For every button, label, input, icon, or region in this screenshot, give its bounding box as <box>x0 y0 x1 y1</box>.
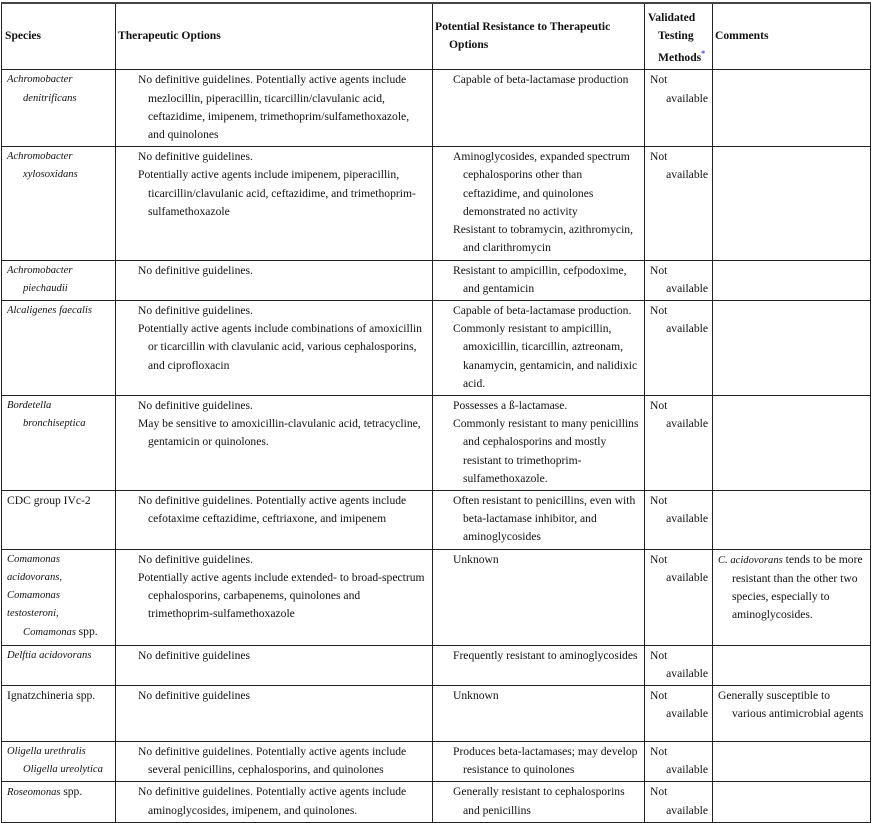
comments-cell <box>713 782 871 822</box>
validated-text-line2: available <box>666 763 708 777</box>
therapeutic-text: May be sensitive to amoxicillin-clavulanic acid, tetracycline, gentamicin or quinolones. <box>138 417 421 449</box>
resistance-text: Aminoglycosides, expanded spectrum cephalosporins other than ceftazidime, and quinolones demonstrated no activity <box>453 150 630 218</box>
resistance-text: Possesses a ß-lactamase. <box>453 398 568 412</box>
species-cell <box>2 782 116 822</box>
species-name-part: testosteroni, <box>7 608 59 620</box>
validated-methods-cell <box>645 549 713 645</box>
resistance-text: Generally resistant to cephalosporins and penicillins <box>453 785 625 817</box>
table-row <box>2 147 871 260</box>
species-suffix: spp. <box>78 625 98 639</box>
comments-cell <box>713 645 871 685</box>
validated-text-line1: Not <box>650 303 668 317</box>
therapeutic-text: No definitive guidelines. <box>138 303 253 317</box>
therapeutic-cell <box>116 685 433 741</box>
header-resistance-line2: Options <box>449 38 489 52</box>
therapeutic-cell <box>116 147 433 260</box>
species-cell <box>2 70 116 147</box>
therapeutic-cell <box>116 490 433 549</box>
table-row <box>2 685 871 741</box>
resistance-cell <box>433 741 645 781</box>
therapeutic-cell <box>116 70 433 147</box>
species-name-lines <box>7 302 111 320</box>
resistance-cell <box>433 147 645 260</box>
species-name-lines <box>7 783 111 802</box>
comments-cell <box>713 549 871 645</box>
validated-methods-cell <box>645 645 713 685</box>
validated-text-line2: available <box>666 281 708 295</box>
species-cell <box>2 645 116 685</box>
species-name-lines <box>7 647 111 665</box>
table-row <box>2 741 871 781</box>
validated-methods-cell <box>645 741 713 781</box>
species-name <box>7 148 111 184</box>
resistance-cell <box>433 490 645 549</box>
table-row <box>2 395 871 490</box>
comments-cell <box>713 70 871 147</box>
validated-methods-cell <box>645 490 713 549</box>
species-name-part: piechaudii <box>23 282 68 294</box>
therapeutic-text: No definitive guidelines. <box>138 263 253 277</box>
species-cell <box>2 147 116 260</box>
footnote-marker[interactable]: * <box>701 49 706 59</box>
validated-methods-cell <box>645 685 713 741</box>
resistance-text: Produces beta-lactamases; may develop resistance to quinolones <box>453 744 638 777</box>
species-name-part: Comamonas <box>7 553 60 565</box>
comments-cell <box>713 685 871 741</box>
resistance-cell <box>433 549 645 645</box>
therapeutic-text: Potentially active agents include imipenem, piperacillin, ticarcillin/clavulanic acid, ceftazidime, and trimethoprim-sulfamethoxazole <box>138 168 416 218</box>
validated-text-line1: Not <box>650 263 668 277</box>
resistance-cell <box>433 395 645 490</box>
table-row <box>2 300 871 395</box>
validated-methods-cell <box>645 395 713 490</box>
species-name-part: acidovorans, <box>7 571 63 583</box>
species-name-part: Oligella urethralis <box>7 745 86 757</box>
species-cell <box>2 549 116 645</box>
species-name-lines <box>7 71 111 107</box>
resistance-text: Often resistant to penicillins, even with beta-lactamase inhibitor, and aminoglycosides <box>453 493 636 544</box>
species-name-lines <box>7 148 111 184</box>
therapeutic-text: No definitive guidelines. <box>138 398 253 412</box>
resistance-cell <box>433 782 645 822</box>
species-name <box>7 302 111 320</box>
species-name <box>7 493 91 507</box>
species-name-lines <box>7 551 111 643</box>
species-name <box>7 262 111 298</box>
validated-text-line1: Not <box>650 493 668 507</box>
species-name <box>7 688 96 702</box>
species-name-lines <box>7 397 111 433</box>
header-therapeutic: Therapeutic Options <box>116 3 433 70</box>
species-name-text: Ignatzchineria spp. <box>7 688 96 702</box>
species-name-part: Delftia acidovorans <box>7 649 92 661</box>
therapeutic-text: No definitive guidelines. Potentially active agents include cefotaxime ceftazidime, ceftriaxone, and imipenem <box>138 493 407 526</box>
validated-text-line1: Not <box>650 688 668 702</box>
validated-text-line2: available <box>666 168 708 182</box>
therapeutic-cell <box>116 741 433 781</box>
validated-text-line1: Not <box>650 73 668 87</box>
header-validated-line3: Methods <box>658 51 702 65</box>
header-row <box>2 3 871 70</box>
comment-species-ref: C. acidovorans <box>718 554 783 566</box>
comments-cell <box>713 741 871 781</box>
therapeutic-text: Potentially active agents include combinations of amoxicillin or ticarcillin with clavulanic acid, various cephalosporins, and ciprofloxacin <box>138 322 422 372</box>
table-row <box>2 549 871 645</box>
species-name <box>7 647 111 665</box>
table-row <box>2 782 871 822</box>
resistance-cell <box>433 260 645 300</box>
species-name-part: denitrificans <box>23 92 77 104</box>
validated-text-line1: Not <box>650 552 668 566</box>
header-species: Species <box>2 3 116 70</box>
resistance-text: Capable of beta-lactamase production. <box>453 303 632 317</box>
resistance-text: Frequently resistant to aminoglycosides <box>453 648 638 662</box>
species-name <box>7 397 111 433</box>
resistance-text: Resistant to ampicillin, cefpodoxime, and gentamicin <box>453 263 627 295</box>
species-cell <box>2 490 116 549</box>
comments-cell <box>713 147 871 260</box>
species-name <box>7 551 111 643</box>
header-resistance-line1: Potential Resistance to Therapeutic <box>435 20 611 33</box>
resistance-text: Commonly resistant to many penicillins and cephalosporins and mostly resistant to trimethoprim-sulfamethoxazole. <box>453 417 639 485</box>
species-name <box>7 71 111 107</box>
species-name-lines <box>7 262 111 298</box>
validated-text-line2: available <box>666 803 708 817</box>
species-name-part: Alcaligenes faecalis <box>7 304 93 316</box>
header-validated-line2: Testing <box>658 29 694 43</box>
therapeutic-text: No definitive guidelines. Potentially active agents include several penicillins, cephalosporins, and quinolones <box>138 744 407 777</box>
species-name <box>7 783 111 802</box>
species-name-lines <box>7 743 111 779</box>
species-name-part: Bordetella <box>7 399 52 411</box>
species-cell <box>2 260 116 300</box>
species-name-part: xylosoxidans <box>23 169 78 181</box>
therapeutic-cell <box>116 549 433 645</box>
species-name-text: CDC group IVc-2 <box>7 493 91 507</box>
species-cell <box>2 685 116 741</box>
comment-body: Generally susceptible to various antimicrobial agents <box>718 688 864 721</box>
header-validated <box>645 3 713 70</box>
validated-methods-cell <box>645 782 713 822</box>
validated-methods-cell <box>645 260 713 300</box>
resistance-cell <box>433 645 645 685</box>
therapeutic-cell <box>116 782 433 822</box>
table-row <box>2 490 871 549</box>
species-cell <box>2 741 116 781</box>
resistance-text: Resistant to tobramycin, azithromycin, and clarithromycin <box>453 223 633 255</box>
resistance-text: Unknown <box>453 552 499 566</box>
species-name-part: Achromobacter <box>7 74 73 86</box>
therapeutic-text: No definitive guidelines. <box>138 552 253 566</box>
therapeutic-cell <box>116 395 433 490</box>
comments-cell <box>713 260 871 300</box>
table-row <box>2 260 871 300</box>
resistance-cell <box>433 300 645 395</box>
therapeutic-cell <box>116 300 433 395</box>
species-name-part: Comamonas <box>7 589 60 601</box>
species-name-part: Achromobacter <box>7 151 73 163</box>
therapeutic-text: No definitive guidelines <box>138 648 251 662</box>
species-name-part: Roseomonas <box>7 787 61 799</box>
comment-body: tends to be more resistant than the other two species, especially to aminoglycosides. <box>732 552 863 622</box>
validated-text-line1: Not <box>650 150 668 164</box>
resistance-text: Commonly resistant to ampicillin, amoxicillin, ticarcillin, aztreonam, kanamycin, gentamicin, and nalidixic acid. <box>453 322 638 390</box>
therapeutic-cell <box>116 645 433 685</box>
resistance-cell <box>433 70 645 147</box>
validated-text-line1: Not <box>650 744 668 758</box>
species-name-part: bronchiseptica <box>23 418 86 430</box>
validated-text-line2: available <box>666 666 708 680</box>
species-name-part: Achromobacter <box>7 264 73 276</box>
validated-text-line2: available <box>666 512 708 526</box>
validated-text-line1: Not <box>650 648 668 662</box>
validated-text-line2: available <box>666 91 708 105</box>
resistance-text: Capable of beta-lactamase production <box>453 73 629 87</box>
validated-text-line1: Not <box>650 785 668 799</box>
therapeutic-text: No definitive guidelines. Potentially active agents include aminoglycosides, imipenem, and quinolones. <box>138 785 407 817</box>
validated-methods-cell <box>645 147 713 260</box>
table-row <box>2 645 871 685</box>
validated-methods-cell <box>645 300 713 395</box>
comments-cell <box>713 300 871 395</box>
header-validated-line1: Validated <box>648 11 696 24</box>
comment-text <box>718 551 866 625</box>
therapeutic-text: Potentially active agents include extended- to broad-spectrum cephalosporins, carbapenems, quinolones and trimethoprim-sulfamethoxazole <box>138 570 425 621</box>
comments-cell <box>713 490 871 549</box>
species-cell <box>2 395 116 490</box>
therapy-table <box>1 2 871 823</box>
validated-text-line2: available <box>666 417 708 431</box>
validated-text-line1: Not <box>650 398 668 412</box>
therapeutic-text: No definitive guidelines. <box>138 150 253 164</box>
therapeutic-cell <box>116 260 433 300</box>
validated-methods-cell <box>645 70 713 147</box>
comment-text <box>718 687 866 723</box>
validated-text-line2: available <box>666 570 708 584</box>
species-name-part: Comamonas <box>23 627 76 639</box>
header-comments: Comments <box>713 3 871 70</box>
table-row <box>2 70 871 147</box>
resistance-text: Unknown <box>453 688 499 702</box>
comments-cell <box>713 395 871 490</box>
species-suffix: spp. <box>63 785 83 799</box>
header-resistance <box>433 3 645 70</box>
validated-text-line2: available <box>666 707 708 721</box>
therapeutic-text: No definitive guidelines. Potentially active agents include mezlocillin, piperacillin, ticarcillin/clavulanic acid, ceftazidime, imipenem, trimethoprim/sulfamethoxazole, and quinolones <box>138 73 410 142</box>
species-name-part: Oligella ureolytica <box>23 764 103 776</box>
species-name <box>7 743 111 779</box>
therapeutic-text: No definitive guidelines <box>138 688 251 702</box>
resistance-cell <box>433 685 645 741</box>
species-cell <box>2 300 116 395</box>
validated-text-line2: available <box>666 322 708 336</box>
